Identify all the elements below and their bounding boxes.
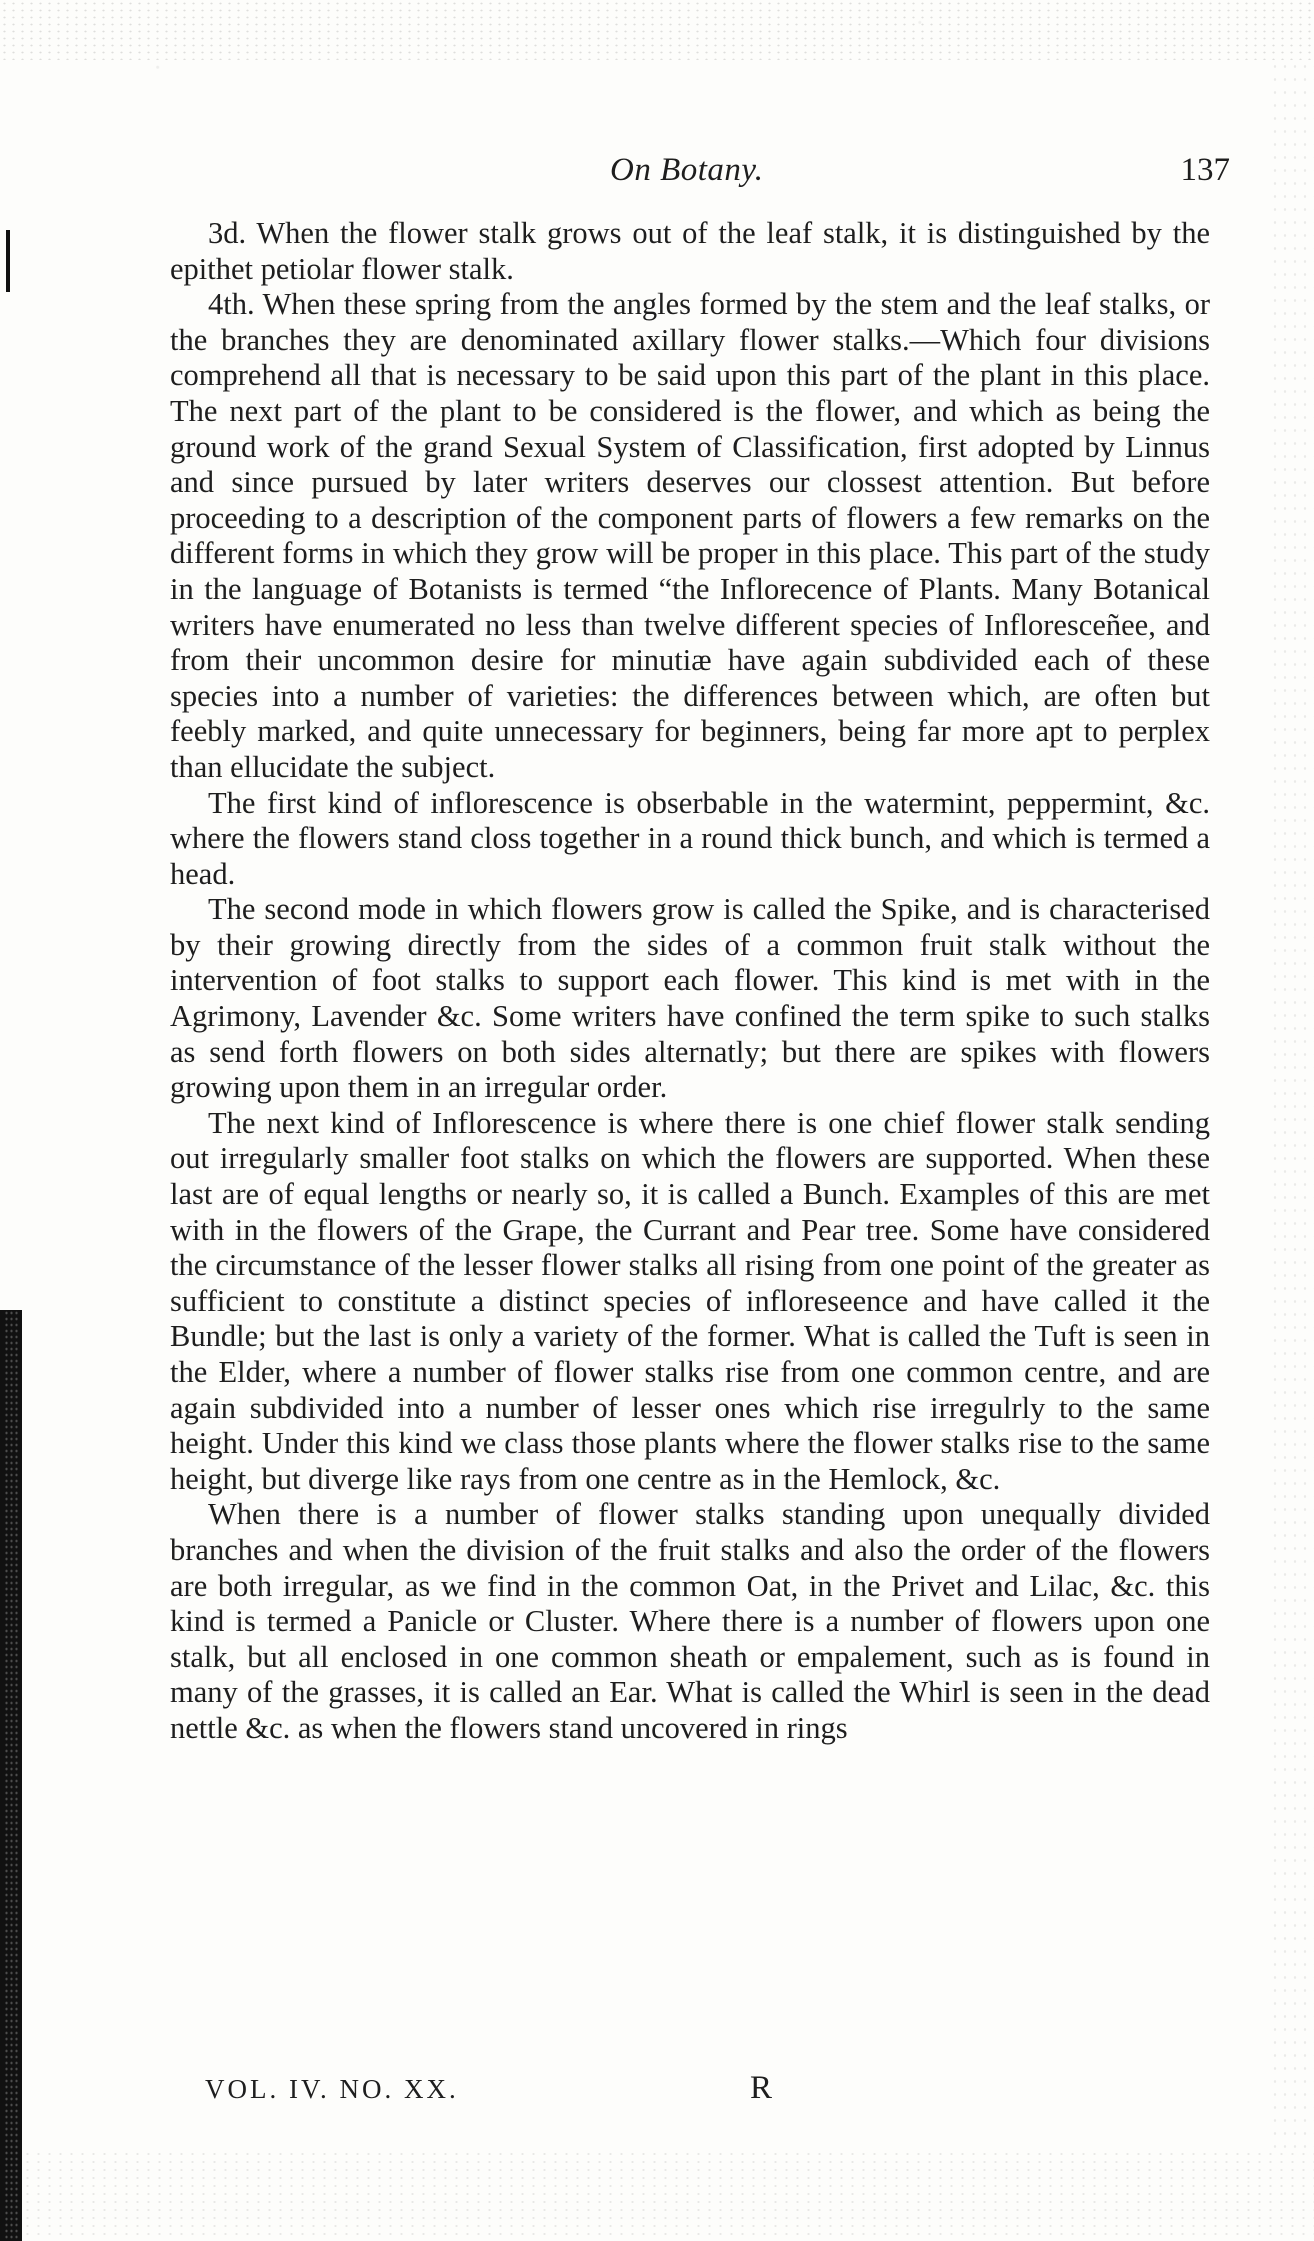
volume-signature: VOL. IV. NO. XX. — [205, 2074, 459, 2104]
margin-mark — [6, 230, 10, 292]
binding-edge — [0, 1310, 22, 2241]
body-text — [170, 216, 1210, 1747]
scan-noise-bottom — [0, 2150, 1314, 2241]
running-title: On Botany. — [610, 152, 764, 188]
paragraph-bunch: The next kind of Inflorescence is where there is one chief flower stalk sending out irregularly smaller foot stalks on which the flowers are supported. When these last are of equal lengths or nearly so, it is called a Bunch. Examples of this are met with in the flowers of the Grape, the Currant and Pear tree. Some have considered the circumstance of the lesser flower stalks all rising from one point of the greater as sufficient to constitute a distinct species of infloreseence and have called it the Bundle; but the last is only a variety of the former. What is called the Tuft is seen in the Elder, where a number of flower stalks rise from one common centre, and are again subdivided into a number of lesser ones which rise irregulrly to the same height. Under this kind we class those plants where the flower stalks rise to the same height, but diverge like rays from one centre as in the Hemlock, &c. — [170, 1105, 1210, 1496]
page-footer — [205, 2070, 1205, 2114]
signature-letter: R — [750, 2070, 773, 2106]
paragraph-panicle: When there is a number of flower stalks standing upon unequally divided branches and when the division of the fruit stalks and also the order of the flowers are both irregular, as we find in the common Oat, in the Privet and Lilac, &c. this kind is termed a Panicle or Cluster. Where there is a number of flowers upon one stalk, but all enclosed in one common sheath or empalement, such as is found in many of the grasses, it is called an Ear. What is called the Whirl is seen in the dead nettle &c. as when the flowers stand uncovered in rings — [170, 1497, 1210, 1745]
paragraph-head: The first kind of inflorescence is obserbable in the watermint, peppermint, &c. where the flowers stand closs together in a round thick bunch, and which is termed a head. — [170, 785, 1210, 891]
page-header — [170, 152, 1230, 192]
scan-noise-right — [1270, 60, 1314, 2150]
paragraph-petiolar: 3d. When the flower stalk grows out of the leaf stalk, it is distinguished by the epithet petiolar flower stalk. — [170, 216, 1210, 286]
scan-noise-top — [0, 0, 1314, 60]
page-number: 137 — [1180, 152, 1230, 188]
paragraph-axillary: 4th. When these spring from the angles formed by the stem and the leaf stalks, or the branches they are denominated axillary flower stalks.—Which four divisions comprehend all that is necessary to be said upon this part of the plant in this place. The next part of the plant to be considered is the flower, and which as being the ground work of the grand Sexual System of Classification, first adopted by Linnus and since pursued by later writers deserves our clossest attention. But before proceeding to a description of the component parts of flowers a few remarks on the different forms in which they grow will be proper in this place. This part of the study in the language of Botanists is termed “the Inflorecence of Plants. Many Botanical writers have enumerated no less than twelve different species of Infloresceñee, and from their uncommon desire for minutiæ have again subdivided each of these species into a number of varieties: the differences between which, are often but feebly marked, and quite unnecessary for beginners, being far more apt to perplex than ellucidate the subject. — [170, 287, 1210, 784]
paragraph-spike: The second mode in which flowers grow is called the Spike, and is characterised by their growing directly from the sides of a common fruit stalk without the intervention of foot stalks to support each flower. This kind is met with in the Agrimony, Lavender &c. Some writers have confined the term spike to such stalks as send forth flowers on both sides alternatly; but there are spikes with flowers growing upon them in an irregular order. — [170, 892, 1210, 1105]
